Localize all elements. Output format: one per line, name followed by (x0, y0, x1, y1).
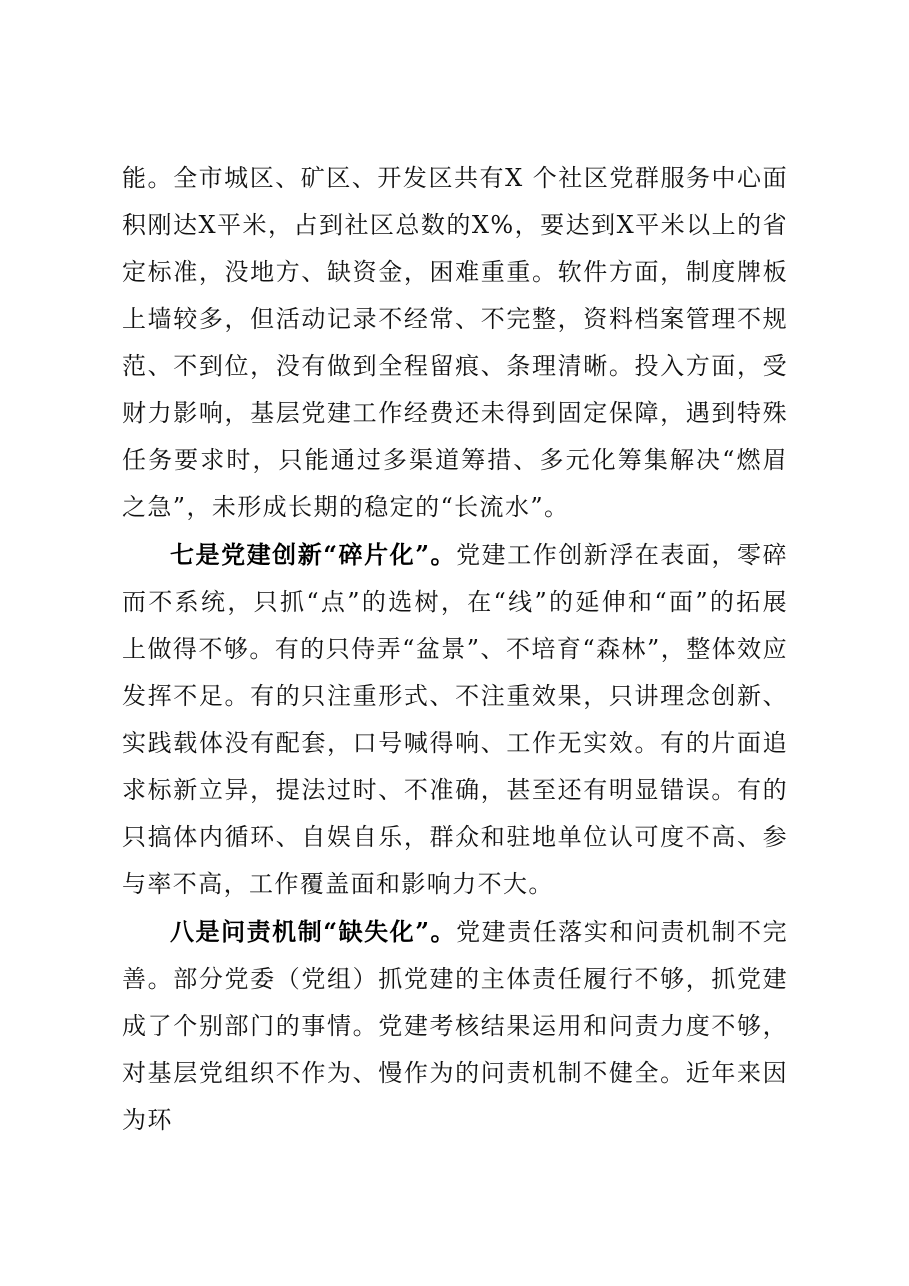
paragraph-continuation (122, 155, 788, 531)
paragraph-seven (122, 531, 788, 908)
paragraph-eight (122, 908, 788, 1144)
document-body (122, 155, 788, 1144)
paragraph-text: 党建责任落实和问责机制不完善。部分党委（党组）抓党建的主体责任履行不够，抓党建成了个别部门的事情。党建考核结果运用和问责力度不够，对基层党组织不作为、慢作为的问责机制不健全。近年来因为环 (122, 918, 788, 1134)
paragraph-heading: 八是问责机制“缺失化”。 (170, 917, 457, 946)
paragraph-text: 能。全市城区、矿区、开发区共有X 个社区党群服务中心面积刚达X平米，占到社区总数的X%，要达到X平米以上的省定标准，没地方、缺资金，困难重重。软件方面，制度牌板上墙较多，但活动记录不经常、不完整，资料档案管理不规范、不到位，没有做到全程留痕、条理清晰。投入方面，受财力影响，基层党建工作经费还未得到固定保障，遇到特殊任务要求时，只能通过多渠道筹措、多元化筹集解决“燃眉之急”，未形成长期的稳定的“长流水”。 (122, 164, 788, 521)
paragraph-heading: 七是党建创新“碎片化”。 (170, 540, 457, 569)
paragraph-text: 党建工作创新浮在表面，零碎而不系统，只抓“点”的选树，在“线”的延伸和“面”的拓展上做得不够。有的只侍弄“盆景”、不培育“森林”，整体效应发挥不足。有的只注重形式、不注重效果，只讲理念创新、实践载体没有配套，口号喊得响、工作无实效。有的片面追求标新立异，提法过时、不准确，甚至还有明显错误。有的只搞体内循环、自娱自乐，群众和驻地单位认可度不高、参与率不高，工作覆盖面和影响力不大。 (122, 541, 788, 898)
